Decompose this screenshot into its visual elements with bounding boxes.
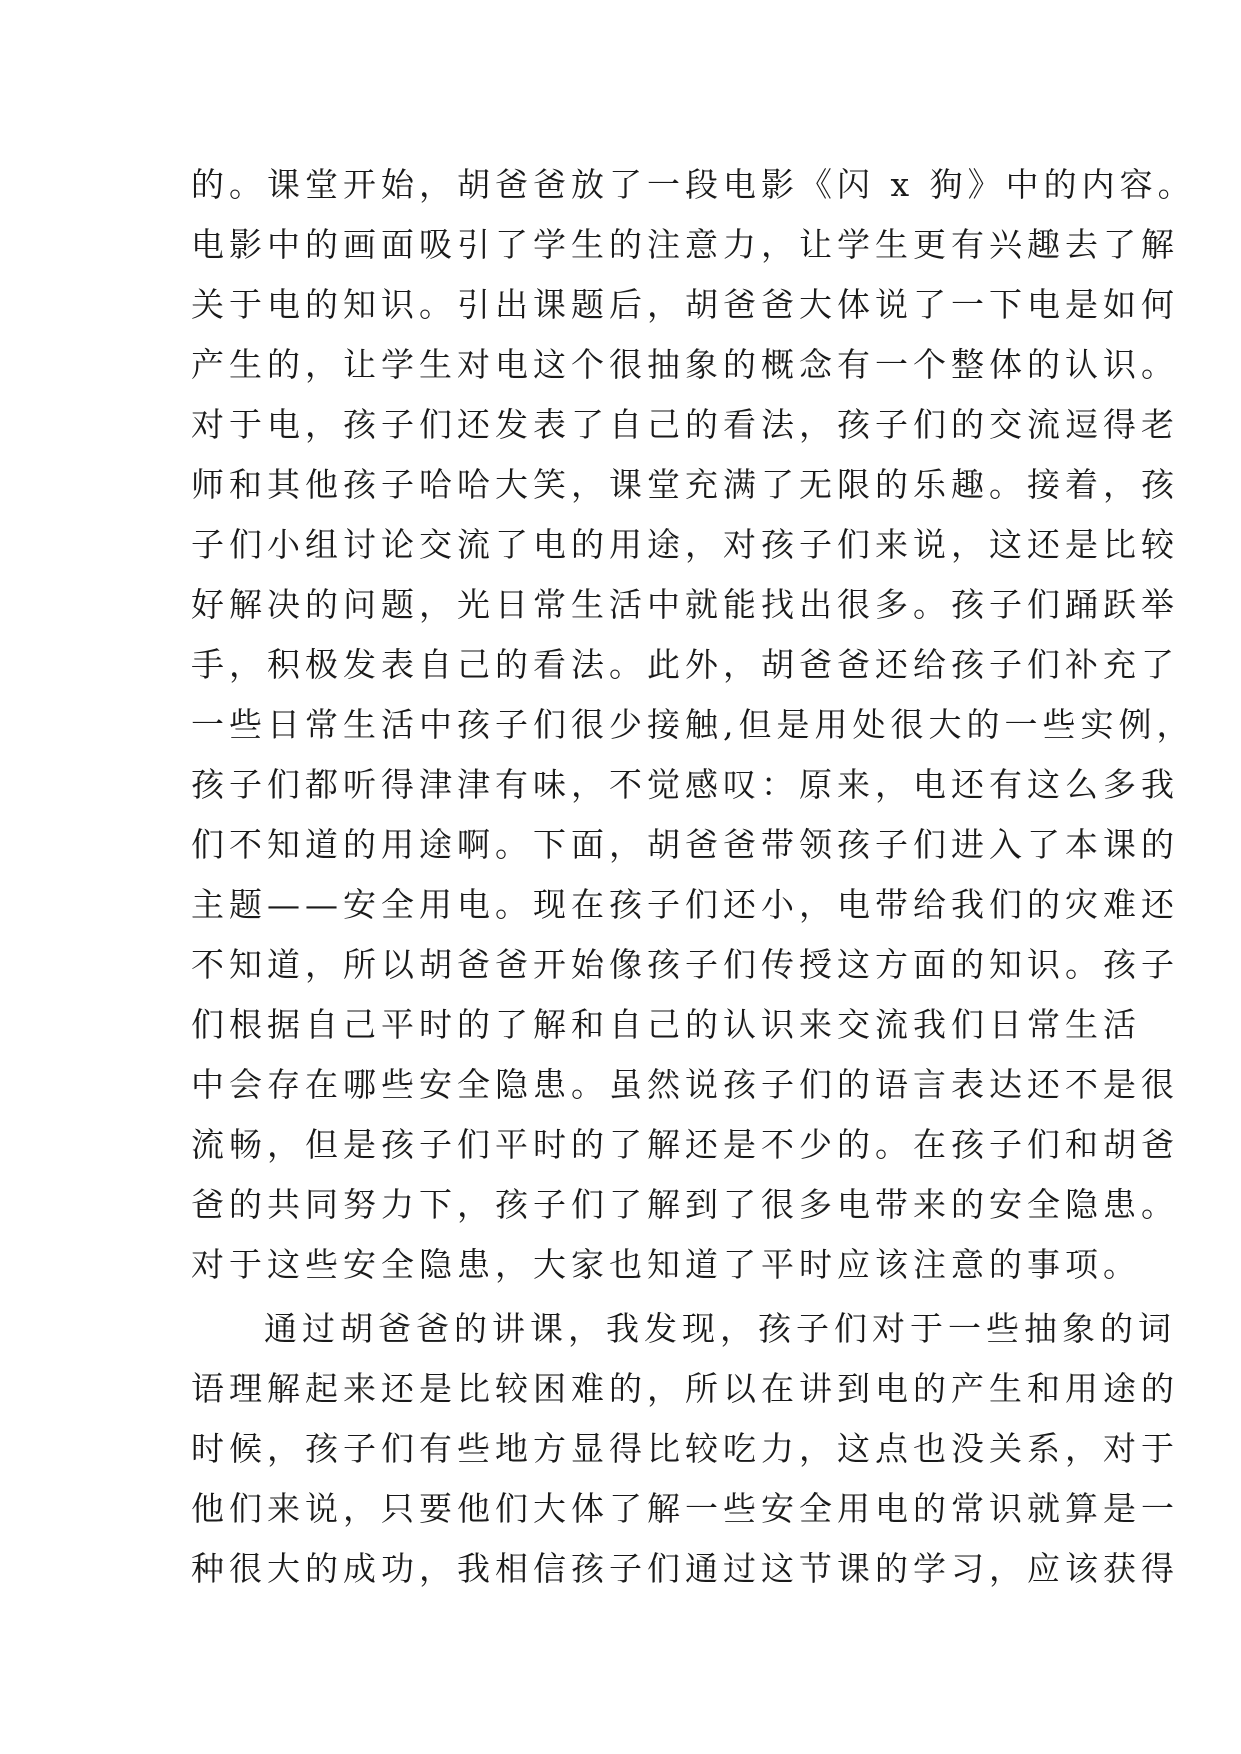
text-line: 中会存在哪些安全隐患。虽然说孩子们的语言表达还不是很 [191, 1065, 1179, 1104]
paragraph-first-line: 通过胡爸爸的讲课，我发现，孩子们对于一些抽象的词 [264, 1309, 1176, 1348]
text-line: 时候，孩子们有些地方显得比较吃力，这点也没关系，对于 [191, 1429, 1179, 1468]
text-line: 关于电的知识。引出课题后，胡爸爸大体说了一下电是如何 [191, 285, 1179, 324]
text-line: 不知道，所以胡爸爸开始像孩子们传授这方面的知识。孩子 [191, 945, 1179, 984]
text-line: 好解决的问题，光日常生活中就能找出很多。孩子们踊跃举 [191, 585, 1179, 624]
text-line: 语理解起来还是比较困难的，所以在讲到电的产生和用途的 [191, 1369, 1179, 1408]
text-line: 一些日常生活中孩子们很少接触,但是用处很大的一些实例， [191, 705, 1195, 744]
text-line: 产生的，让学生对电这个很抽象的概念有一个整体的认识。 [191, 345, 1179, 384]
text-line: 子们小组讨论交流了电的用途，对孩子们来说，这还是比较 [191, 525, 1179, 564]
text-line: 他们来说，只要他们大体了解一些安全用电的常识就算是一 [191, 1489, 1179, 1528]
text-line: 主题——安全用电。现在孩子们还小，电带给我们的灾难还 [191, 885, 1179, 924]
text-line: 师和其他孩子哈哈大笑，课堂充满了无限的乐趣。接着，孩 [191, 465, 1179, 504]
text-line: 们根据自己平时的了解和自己的认识来交流我们日常生活 [191, 1005, 1141, 1044]
document-body [191, 155, 1196, 1599]
text-line: 对于这些安全隐患，大家也知道了平时应该注意的事项。 [191, 1245, 1141, 1284]
text-line: 流畅，但是孩子们平时的了解还是不少的。在孩子们和胡爸 [191, 1125, 1179, 1164]
text-line: 爸的共同努力下，孩子们了解到了很多电带来的安全隐患。 [191, 1185, 1179, 1224]
text-line: 孩子们都听得津津有味，不觉感叹：原来，电还有这么多我 [191, 765, 1179, 804]
text-line: 们不知道的用途啊。下面，胡爸爸带领孩子们进入了本课的 [191, 825, 1179, 864]
text-line: 手，积极发表自己的看法。此外，胡爸爸还给孩子们补充了 [191, 645, 1179, 684]
text-line: 的。课堂开始，胡爸爸放了一段电影《闪 x 狗》中的内容。 [191, 165, 1196, 204]
text-line: 电影中的画面吸引了学生的注意力，让学生更有兴趣去了解 [191, 225, 1179, 264]
text-line: 种很大的成功，我相信孩子们通过这节课的学习，应该获得 [191, 1549, 1179, 1588]
text-line: 对于电，孩子们还发表了自己的看法，孩子们的交流逗得老 [191, 405, 1179, 444]
